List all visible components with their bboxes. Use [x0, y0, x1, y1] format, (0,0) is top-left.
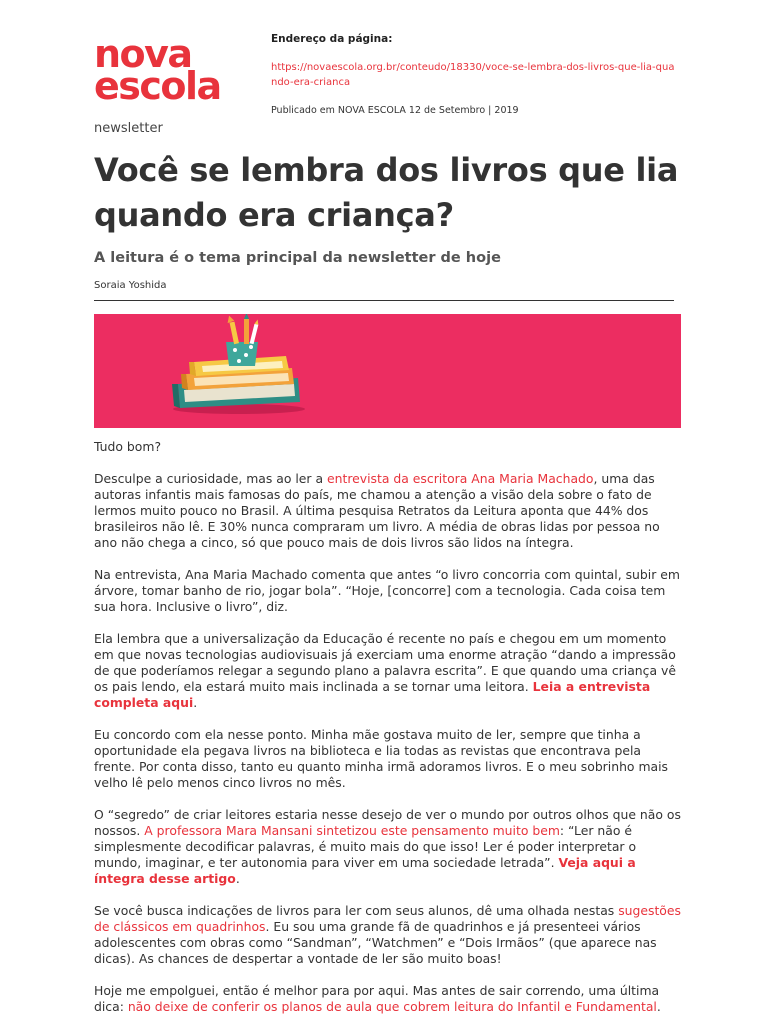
mara-mansani-link[interactable]: A professora Mara Mansani sintetizou este pensamento muito bem	[144, 823, 560, 838]
paragraph-8	[94, 983, 684, 1015]
paragraph-6	[94, 807, 684, 887]
paragraph-text: Se você busca indicações de livros para ler com seus alunos, dê uma olhada nestas	[94, 903, 619, 918]
paragraph-text: , uma das autoras infantis mais famosas do país, me chamou a atenção a visão dela sobre o fato de lermos muito pouco no Brasil. A última pesquisa Retratos da Leitura aponta que 44% dos brasileiros não lê. E 30% nunca compraram um livro. A média de obras lidas por pessoa no ano não chega a cinco, só que pouco mais de dois livros são lidos na íntegra.	[94, 471, 660, 550]
title-divider	[94, 300, 674, 301]
paragraph-7	[94, 903, 684, 967]
paragraph-4	[94, 631, 684, 711]
paragraph-text: Desculpe a curiosidade, mas ao ler a	[94, 471, 327, 486]
logo-line-nova: nova	[94, 32, 192, 76]
books-and-pencil-cup-illustration	[94, 314, 681, 428]
page-url-link[interactable]: https://novaescola.org.br/conteudo/18330/voce-se-lembra-dos-livros-que-lia-quando-era-crianca	[271, 62, 675, 88]
article-author: Soraia Yoshida	[94, 280, 167, 291]
paragraph-1: Tudo bom?	[94, 439, 162, 454]
paragraph-5: Eu concordo com ela nesse ponto. Minha mãe gostava muito de ler, sempre que tinha a oportunidade ela pegava livros na biblioteca e lia todas as revistas que encontrava pela frente. Por conta disso, tanto eu quanto minha irmã adoramos livros. E o meu sobrinho mais velho lê pelo menos cinco livros no mês.	[94, 727, 669, 790]
section-label: newsletter	[94, 121, 163, 136]
full-interview-link[interactable]: Leia a entrevista completa aqui	[94, 679, 651, 710]
comics-suggestions-link[interactable]: sugestões de clássicos em quadrinhos	[94, 903, 681, 934]
lesson-plans-link[interactable]: não deixe de conferir os planos de aula que cobrem leitura do Infantil e Fundamental	[127, 999, 657, 1014]
article-subtitle: A leitura é o tema principal da newsletter de hoje	[94, 250, 501, 266]
paragraph-text: Hoje me empolguei, então é melhor para por aqui. Mas antes de sair correndo, uma última dica:	[94, 983, 660, 1014]
hero-banner	[94, 314, 681, 428]
nova-escola-logo[interactable]	[94, 32, 244, 108]
paragraph-text: .	[235, 871, 240, 886]
address-label: Endereço da página:	[271, 33, 393, 45]
paragraph-2	[94, 471, 684, 551]
paragraph-text: Ela lembra que a universalização da Educação é recente no país e chegou em um momento em que novas tecnologias audiovisuais já exerciam uma enorme atração “dando a impressão de que poderíamos relegar a segundo plano a palavra escrita”. E que quando uma criança vê os pais lendo, ela estará muito mais inclinada a se tornar uma leitora.	[94, 631, 676, 694]
published-date: Publicado em NOVA ESCOLA 12 de Setembro | 2019	[271, 105, 519, 116]
interview-link[interactable]: entrevista da escritora Ana Maria Machado	[327, 471, 594, 486]
paragraph-text: . Eu sou uma grande fã de quadrinhos e já presenteei vários adolescentes com obras como “Sandman”, “Watchmen” e “Dois Irmãos” (que aparece nas dicas). As chances de despertar a vontade de ler são muito boas!	[94, 919, 657, 966]
article-title: Você se lembra dos livros que lia quando era criança?	[94, 151, 679, 234]
article-body	[94, 439, 684, 1031]
paragraph-text: .	[656, 999, 661, 1014]
paragraph-text: : “Ler não é simplesmente decodificar palavras, é muito mais do que isso! Ler é poder interpretar o mundo, imaginar, e ter autonomia para viver em uma sociedade letrada”.	[94, 823, 637, 870]
paragraph-3: Na entrevista, Ana Maria Machado comenta que antes “o livro concorria com quintal, subir em árvore, tomar banho de rio, jogar bola”. “Hoje, [concorre] com a tecnologia. Cada coisa tem sua hora. Inclusive o livro”, diz.	[94, 567, 680, 614]
page-meta	[271, 32, 691, 118]
logo-line-escola: escola	[94, 64, 221, 108]
full-article-link[interactable]: Veja aqui a íntegra desse artigo	[94, 855, 636, 886]
paragraph-text: .	[193, 695, 198, 710]
paragraph-text: O “segredo” de criar leitores estaria nesse desejo de ver o mundo por outros olhos que não os nossos.	[94, 807, 681, 838]
